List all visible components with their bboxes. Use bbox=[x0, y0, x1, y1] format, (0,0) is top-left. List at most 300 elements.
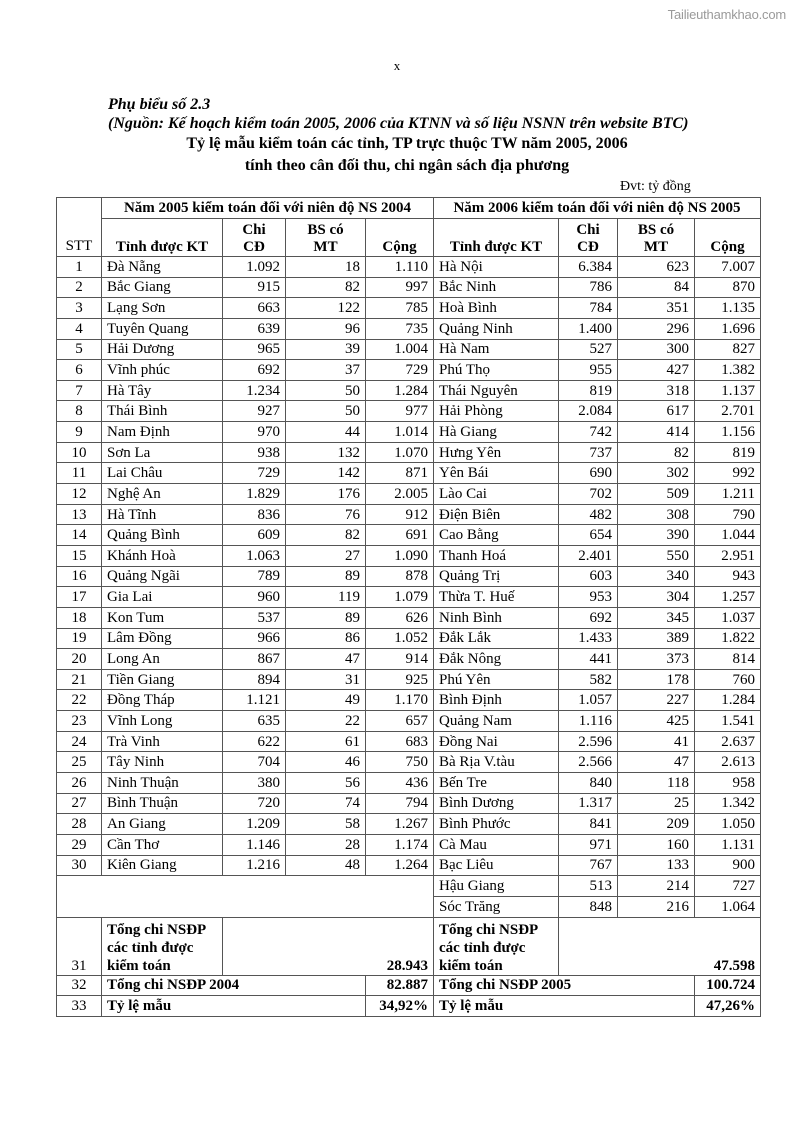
total-spending-value-2004: 82.887 bbox=[366, 975, 434, 996]
chi-cd-2005: 704 bbox=[223, 752, 286, 773]
province-name-2006: Phú Thọ bbox=[434, 360, 559, 381]
chi-cd-2006: 1.433 bbox=[559, 628, 618, 649]
province-name-2006: Sóc Trăng bbox=[434, 896, 559, 917]
watermark: Tailieuthamkhao.com bbox=[667, 7, 786, 22]
row-stt: 5 bbox=[57, 339, 102, 360]
bs-mt-2006: 209 bbox=[618, 814, 695, 835]
chi-cd-2005: 380 bbox=[223, 773, 286, 794]
row-stt: 19 bbox=[57, 628, 102, 649]
sample-ratio-label-2006: Tỷ lệ mẫu bbox=[434, 996, 695, 1017]
province-name-2005: An Giang bbox=[102, 814, 223, 835]
province-name-2006: Bà Rịa V.tàu bbox=[434, 752, 559, 773]
total-2005: 626 bbox=[366, 607, 434, 628]
total-2005: 871 bbox=[366, 463, 434, 484]
total-2006: 943 bbox=[695, 566, 761, 587]
chi-cd-2005: 966 bbox=[223, 628, 286, 649]
chi-cd-2006: 767 bbox=[559, 855, 618, 876]
chi-cd-2005: 1.146 bbox=[223, 834, 286, 855]
table-row bbox=[57, 298, 761, 319]
chi-cd-2006: 441 bbox=[559, 649, 618, 670]
province-name-2005: Hà Tĩnh bbox=[102, 504, 223, 525]
province-name-2006: Quảng Nam bbox=[434, 711, 559, 732]
row-stt: 10 bbox=[57, 442, 102, 463]
table-row bbox=[57, 587, 761, 608]
chi-cd-2006: 841 bbox=[559, 814, 618, 835]
province-name-2005: Kon Tum bbox=[102, 607, 223, 628]
row-stt: 20 bbox=[57, 649, 102, 670]
total-2006: 958 bbox=[695, 773, 761, 794]
chi-cd-2005: 692 bbox=[223, 360, 286, 381]
total-2006: 1.382 bbox=[695, 360, 761, 381]
row-stt: 23 bbox=[57, 711, 102, 732]
province-name-2005: Bình Thuận bbox=[102, 793, 223, 814]
province-name-2005: Ninh Thuận bbox=[102, 773, 223, 794]
col-header-chi-right bbox=[559, 219, 618, 257]
table-row bbox=[57, 318, 761, 339]
empty-merged-cell bbox=[57, 876, 434, 917]
table-row bbox=[57, 649, 761, 670]
province-name-2006: Bình Phước bbox=[434, 814, 559, 835]
total-2006: 1.822 bbox=[695, 628, 761, 649]
province-name-2006: Ninh Bình bbox=[434, 607, 559, 628]
total-2005: 1.079 bbox=[366, 587, 434, 608]
table-row bbox=[57, 277, 761, 298]
row-stt: 1 bbox=[57, 257, 102, 278]
total-2005: 977 bbox=[366, 401, 434, 422]
chi-cd-2006: 819 bbox=[559, 380, 618, 401]
chi-cd-2005: 867 bbox=[223, 649, 286, 670]
bs-mt-2006: 308 bbox=[618, 504, 695, 525]
chi-cd-2006: 527 bbox=[559, 339, 618, 360]
bs-mt-2006: 351 bbox=[618, 298, 695, 319]
table-row bbox=[57, 525, 761, 546]
table-title-line2: tính theo cân đối thu, chi ngân sách địa phương bbox=[244, 157, 570, 174]
bs-mt-2006: 300 bbox=[618, 339, 695, 360]
bs-mt-2005: 50 bbox=[286, 401, 366, 422]
audited-total-value-2005: 28.943 bbox=[223, 917, 434, 975]
row-stt: 12 bbox=[57, 484, 102, 505]
total-2005: 1.284 bbox=[366, 380, 434, 401]
province-name-2006: Điện Biên bbox=[434, 504, 559, 525]
province-name-2005: Trà Vinh bbox=[102, 731, 223, 752]
total-2006: 2.637 bbox=[695, 731, 761, 752]
group-header-2006: Năm 2006 kiểm toán đối với niên độ NS 2005 bbox=[434, 198, 761, 219]
province-name-2006: Hoà Bình bbox=[434, 298, 559, 319]
total-2006: 814 bbox=[695, 649, 761, 670]
chi-cd-2006: 2.596 bbox=[559, 731, 618, 752]
chi-cd-2005: 720 bbox=[223, 793, 286, 814]
row-stt: 3 bbox=[57, 298, 102, 319]
province-name-2005: Tây Ninh bbox=[102, 752, 223, 773]
chi-cd-2006: 971 bbox=[559, 834, 618, 855]
chi-cd-2006: 482 bbox=[559, 504, 618, 525]
chi-cd-2005: 836 bbox=[223, 504, 286, 525]
bs-mt-2006: 509 bbox=[618, 484, 695, 505]
total-2006: 2.951 bbox=[695, 545, 761, 566]
total-2006: 827 bbox=[695, 339, 761, 360]
row-stt: 18 bbox=[57, 607, 102, 628]
total-2006: 1.044 bbox=[695, 525, 761, 546]
bs-mt-2006: 82 bbox=[618, 442, 695, 463]
bs-mt-2006: 389 bbox=[618, 628, 695, 649]
province-name-2006: Thái Nguyên bbox=[434, 380, 559, 401]
total-spending-value-2005: 100.724 bbox=[695, 975, 761, 996]
province-name-2005: Lạng Sơn bbox=[102, 298, 223, 319]
table-row bbox=[57, 834, 761, 855]
bs-mt-2006: 302 bbox=[618, 463, 695, 484]
province-name-2006: Quảng Ninh bbox=[434, 318, 559, 339]
bs-mt-2006: 373 bbox=[618, 649, 695, 670]
chi-cd-2005: 1.829 bbox=[223, 484, 286, 505]
bs-mt-2006: 25 bbox=[618, 793, 695, 814]
unit-label: Đvt: tỷ đồng bbox=[620, 179, 691, 194]
col-header-chi-left-line2: CĐ bbox=[243, 239, 265, 255]
chi-cd-2006: 654 bbox=[559, 525, 618, 546]
sample-ratio-value-2005: 34,92% bbox=[366, 996, 434, 1017]
row-stt: 17 bbox=[57, 587, 102, 608]
row-stt: 8 bbox=[57, 401, 102, 422]
chi-cd-2006: 692 bbox=[559, 607, 618, 628]
bs-mt-2006: 214 bbox=[618, 876, 695, 897]
bs-mt-2005: 96 bbox=[286, 318, 366, 339]
table-row bbox=[57, 628, 761, 649]
chi-cd-2006: 603 bbox=[559, 566, 618, 587]
bs-mt-2005: 44 bbox=[286, 422, 366, 443]
chi-cd-2006: 840 bbox=[559, 773, 618, 794]
row-stt: 26 bbox=[57, 773, 102, 794]
col-header-chi-right-line2: CĐ bbox=[577, 239, 599, 255]
total-2006: 1.135 bbox=[695, 298, 761, 319]
bs-mt-2005: 122 bbox=[286, 298, 366, 319]
table-row bbox=[57, 339, 761, 360]
total-2006: 1.342 bbox=[695, 793, 761, 814]
chi-cd-2005: 1.121 bbox=[223, 690, 286, 711]
province-name-2006: Cà Mau bbox=[434, 834, 559, 855]
total-2006: 760 bbox=[695, 669, 761, 690]
chi-cd-2006: 742 bbox=[559, 422, 618, 443]
total-2005: 735 bbox=[366, 318, 434, 339]
col-header-chi-left bbox=[223, 219, 286, 257]
bs-mt-2006: 427 bbox=[618, 360, 695, 381]
province-name-2005: Hải Dương bbox=[102, 339, 223, 360]
bs-mt-2005: 28 bbox=[286, 834, 366, 855]
col-header-bs-right-line2: MT bbox=[643, 239, 669, 255]
page-mark: x bbox=[393, 58, 401, 73]
bs-mt-2005: 89 bbox=[286, 566, 366, 587]
total-2005: 691 bbox=[366, 525, 434, 546]
chi-cd-2006: 1.057 bbox=[559, 690, 618, 711]
bs-mt-2005: 58 bbox=[286, 814, 366, 835]
province-name-2006: Cao Bằng bbox=[434, 525, 559, 546]
row-stt: 28 bbox=[57, 814, 102, 835]
source-note: (Nguồn: Kế hoạch kiểm toán 2005, 2006 của KTNN và số liệu NSNN trên website BTC) bbox=[108, 115, 689, 132]
total-2005: 657 bbox=[366, 711, 434, 732]
col-header-chi-right-line1: Chi bbox=[576, 222, 600, 238]
bs-mt-2006: 304 bbox=[618, 587, 695, 608]
province-name-2006: Bạc Liêu bbox=[434, 855, 559, 876]
total-2005: 1.170 bbox=[366, 690, 434, 711]
row-stt: 27 bbox=[57, 793, 102, 814]
province-name-2006: Hải Phòng bbox=[434, 401, 559, 422]
audited-total-value-2006: 47.598 bbox=[559, 917, 761, 975]
col-header-chi-left-line1: Chi bbox=[242, 222, 266, 238]
row-stt: 2 bbox=[57, 277, 102, 298]
bs-mt-2005: 74 bbox=[286, 793, 366, 814]
total-2005: 436 bbox=[366, 773, 434, 794]
province-name-2005: Vĩnh phúc bbox=[102, 360, 223, 381]
bs-mt-2005: 31 bbox=[286, 669, 366, 690]
total-2006: 900 bbox=[695, 855, 761, 876]
total-2006: 1.541 bbox=[695, 711, 761, 732]
total-2005: 1.267 bbox=[366, 814, 434, 835]
table-row bbox=[57, 607, 761, 628]
province-name-2006: Hà Nam bbox=[434, 339, 559, 360]
province-name-2005: Long An bbox=[102, 649, 223, 670]
total-2006: 2.613 bbox=[695, 752, 761, 773]
bs-mt-2006: 296 bbox=[618, 318, 695, 339]
province-name-2005: Sơn La bbox=[102, 442, 223, 463]
header-group-row bbox=[57, 198, 761, 219]
chi-cd-2005: 1.216 bbox=[223, 855, 286, 876]
chi-cd-2005: 729 bbox=[223, 463, 286, 484]
bs-mt-2005: 142 bbox=[286, 463, 366, 484]
total-2005: 2.005 bbox=[366, 484, 434, 505]
table-row bbox=[57, 855, 761, 876]
total-2006: 1.137 bbox=[695, 380, 761, 401]
summary-row-audited-total bbox=[57, 917, 761, 975]
col-header-total-left: Cộng bbox=[366, 219, 434, 257]
chi-cd-2006: 2.084 bbox=[559, 401, 618, 422]
stt-header: STT bbox=[57, 198, 102, 257]
table-row bbox=[57, 731, 761, 752]
bs-mt-2005: 47 bbox=[286, 649, 366, 670]
province-name-2005: Quảng Ngãi bbox=[102, 566, 223, 587]
province-name-2005: Đồng Tháp bbox=[102, 690, 223, 711]
bs-mt-2005: 76 bbox=[286, 504, 366, 525]
bs-mt-2006: 133 bbox=[618, 855, 695, 876]
total-2005: 1.004 bbox=[366, 339, 434, 360]
col-header-province-left: Tỉnh được KT bbox=[102, 219, 223, 257]
table-row bbox=[57, 380, 761, 401]
total-2005: 683 bbox=[366, 731, 434, 752]
province-name-2005: Lai Châu bbox=[102, 463, 223, 484]
table-row bbox=[57, 752, 761, 773]
summary-row-sample-ratio bbox=[57, 996, 761, 1017]
sample-ratio-label-2005: Tỷ lệ mẫu bbox=[102, 996, 366, 1017]
chi-cd-2005: 609 bbox=[223, 525, 286, 546]
total-2006: 790 bbox=[695, 504, 761, 525]
summary-row-total-spending bbox=[57, 975, 761, 996]
row-stt: 21 bbox=[57, 669, 102, 690]
chi-cd-2005: 537 bbox=[223, 607, 286, 628]
table-row bbox=[57, 360, 761, 381]
bs-mt-2005: 132 bbox=[286, 442, 366, 463]
col-header-bs-right-line1: BS có bbox=[637, 222, 675, 238]
province-name-2005: Lâm Đồng bbox=[102, 628, 223, 649]
chi-cd-2005: 663 bbox=[223, 298, 286, 319]
row-stt: 7 bbox=[57, 380, 102, 401]
row-stt: 33 bbox=[57, 996, 102, 1017]
province-name-2005: Tiền Giang bbox=[102, 669, 223, 690]
chi-cd-2005: 1.234 bbox=[223, 380, 286, 401]
total-2006: 1.156 bbox=[695, 422, 761, 443]
total-2006: 727 bbox=[695, 876, 761, 897]
bs-mt-2006: 216 bbox=[618, 896, 695, 917]
table-row bbox=[57, 504, 761, 525]
chi-cd-2005: 960 bbox=[223, 587, 286, 608]
bs-mt-2005: 39 bbox=[286, 339, 366, 360]
table-row bbox=[57, 401, 761, 422]
total-spending-label-2004: Tổng chi NSĐP 2004 bbox=[102, 975, 366, 996]
bs-mt-2006: 550 bbox=[618, 545, 695, 566]
province-name-2005: Khánh Hoà bbox=[102, 545, 223, 566]
table-row bbox=[57, 463, 761, 484]
province-name-2006: Bình Dương bbox=[434, 793, 559, 814]
total-2006: 819 bbox=[695, 442, 761, 463]
col-header-province-right: Tỉnh được KT bbox=[434, 219, 559, 257]
total-2005: 925 bbox=[366, 669, 434, 690]
bs-mt-2005: 61 bbox=[286, 731, 366, 752]
total-2006: 7.007 bbox=[695, 257, 761, 278]
table-row bbox=[57, 257, 761, 278]
bs-mt-2006: 414 bbox=[618, 422, 695, 443]
bs-mt-2006: 623 bbox=[618, 257, 695, 278]
province-name-2006: Đồng Nai bbox=[434, 731, 559, 752]
province-name-2005: Hà Tây bbox=[102, 380, 223, 401]
row-stt: 32 bbox=[57, 975, 102, 996]
bs-mt-2006: 617 bbox=[618, 401, 695, 422]
row-stt: 25 bbox=[57, 752, 102, 773]
table-row bbox=[57, 566, 761, 587]
province-name-2005: Cần Thơ bbox=[102, 834, 223, 855]
col-header-bs-left-line2: MT bbox=[313, 239, 338, 255]
table-row bbox=[57, 545, 761, 566]
audit-sample-table bbox=[56, 197, 761, 1017]
total-2005: 878 bbox=[366, 566, 434, 587]
table-row bbox=[57, 773, 761, 794]
chi-cd-2006: 1.116 bbox=[559, 711, 618, 732]
bs-mt-2005: 50 bbox=[286, 380, 366, 401]
province-name-2006: Quảng Trị bbox=[434, 566, 559, 587]
total-2006: 1.064 bbox=[695, 896, 761, 917]
bs-mt-2005: 176 bbox=[286, 484, 366, 505]
table-row bbox=[57, 793, 761, 814]
total-2005: 1.110 bbox=[366, 257, 434, 278]
row-stt: 22 bbox=[57, 690, 102, 711]
total-2005: 1.174 bbox=[366, 834, 434, 855]
bs-mt-2005: 48 bbox=[286, 855, 366, 876]
province-name-2006: Bình Định bbox=[434, 690, 559, 711]
total-spending-label-2005: Tổng chi NSĐP 2005 bbox=[434, 975, 695, 996]
header-columns-row bbox=[57, 219, 761, 257]
row-stt: 6 bbox=[57, 360, 102, 381]
total-2006: 992 bbox=[695, 463, 761, 484]
chi-cd-2005: 789 bbox=[223, 566, 286, 587]
row-stt: 11 bbox=[57, 463, 102, 484]
total-2005: 914 bbox=[366, 649, 434, 670]
province-name-2005: Gia Lai bbox=[102, 587, 223, 608]
total-2005: 750 bbox=[366, 752, 434, 773]
table-row bbox=[57, 422, 761, 443]
total-2005: 785 bbox=[366, 298, 434, 319]
total-2006: 1.284 bbox=[695, 690, 761, 711]
table-row bbox=[57, 814, 761, 835]
total-2006: 1.037 bbox=[695, 607, 761, 628]
chi-cd-2006: 702 bbox=[559, 484, 618, 505]
chi-cd-2005: 1.092 bbox=[223, 257, 286, 278]
bs-mt-2006: 41 bbox=[618, 731, 695, 752]
chi-cd-2006: 786 bbox=[559, 277, 618, 298]
total-2005: 1.264 bbox=[366, 855, 434, 876]
bs-mt-2005: 82 bbox=[286, 525, 366, 546]
total-2005: 912 bbox=[366, 504, 434, 525]
province-name-2006: Yên Bái bbox=[434, 463, 559, 484]
total-2005: 1.052 bbox=[366, 628, 434, 649]
bs-mt-2005: 86 bbox=[286, 628, 366, 649]
total-2006: 2.701 bbox=[695, 401, 761, 422]
chi-cd-2005: 635 bbox=[223, 711, 286, 732]
chi-cd-2005: 639 bbox=[223, 318, 286, 339]
bs-mt-2006: 84 bbox=[618, 277, 695, 298]
bs-mt-2005: 82 bbox=[286, 277, 366, 298]
bs-mt-2006: 345 bbox=[618, 607, 695, 628]
chi-cd-2006: 2.401 bbox=[559, 545, 618, 566]
table-row bbox=[57, 876, 761, 897]
chi-cd-2006: 690 bbox=[559, 463, 618, 484]
bs-mt-2006: 318 bbox=[618, 380, 695, 401]
chi-cd-2005: 965 bbox=[223, 339, 286, 360]
province-name-2005: Nam Định bbox=[102, 422, 223, 443]
total-2005: 1.014 bbox=[366, 422, 434, 443]
bs-mt-2005: 27 bbox=[286, 545, 366, 566]
total-2006: 1.050 bbox=[695, 814, 761, 835]
bs-mt-2005: 37 bbox=[286, 360, 366, 381]
province-name-2006: Hưng Yên bbox=[434, 442, 559, 463]
chi-cd-2006: 1.317 bbox=[559, 793, 618, 814]
chi-cd-2006: 955 bbox=[559, 360, 618, 381]
total-2006: 1.131 bbox=[695, 834, 761, 855]
col-header-bs-left bbox=[286, 219, 366, 257]
province-name-2005: Vĩnh Long bbox=[102, 711, 223, 732]
col-header-bs-right bbox=[618, 219, 695, 257]
province-name-2005: Quảng Bình bbox=[102, 525, 223, 546]
audited-total-label-2006: Tổng chi NSĐP các tỉnh được kiểm toán bbox=[434, 917, 559, 975]
table-row bbox=[57, 442, 761, 463]
chi-cd-2006: 784 bbox=[559, 298, 618, 319]
province-name-2006: Lào Cai bbox=[434, 484, 559, 505]
total-2005: 997 bbox=[366, 277, 434, 298]
province-name-2005: Bắc Giang bbox=[102, 277, 223, 298]
row-stt: 24 bbox=[57, 731, 102, 752]
province-name-2005: Đà Nẵng bbox=[102, 257, 223, 278]
bs-mt-2006: 47 bbox=[618, 752, 695, 773]
total-2005: 729 bbox=[366, 360, 434, 381]
province-name-2005: Tuyên Quang bbox=[102, 318, 223, 339]
province-name-2006: Hà Giang bbox=[434, 422, 559, 443]
province-name-2006: Thanh Hoá bbox=[434, 545, 559, 566]
bs-mt-2006: 227 bbox=[618, 690, 695, 711]
bs-mt-2006: 160 bbox=[618, 834, 695, 855]
bs-mt-2006: 390 bbox=[618, 525, 695, 546]
chi-cd-2006: 848 bbox=[559, 896, 618, 917]
province-name-2006: Bắc Ninh bbox=[434, 277, 559, 298]
chi-cd-2005: 1.063 bbox=[223, 545, 286, 566]
table-row bbox=[57, 711, 761, 732]
chi-cd-2005: 1.209 bbox=[223, 814, 286, 835]
province-name-2006: Đắk Nông bbox=[434, 649, 559, 670]
table-title-line1: Tỷ lệ mẫu kiểm toán các tỉnh, TP trực thuộc TW năm 2005, 2006 bbox=[186, 135, 628, 152]
chi-cd-2006: 513 bbox=[559, 876, 618, 897]
